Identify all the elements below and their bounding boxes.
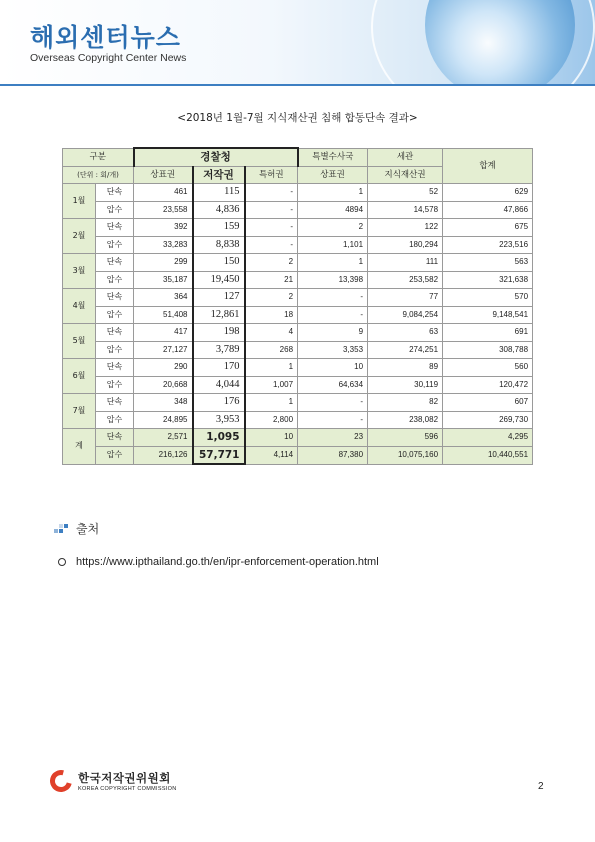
table-row <box>63 394 533 412</box>
header-trademark: 상표권 <box>134 166 193 184</box>
month-label: 3월 <box>63 254 96 289</box>
cell-trademark: 216,126 <box>134 446 193 464</box>
cell-total: 563 <box>443 254 533 272</box>
table-row <box>63 359 533 377</box>
header-total: 합계 <box>443 148 533 184</box>
cell-total: 269,730 <box>443 411 533 429</box>
row-kind: 압수 <box>96 306 134 324</box>
cell-trademark: 35,187 <box>134 271 193 289</box>
cell-copyright: 3,953 <box>193 411 245 429</box>
cell-customs-ip: 111 <box>368 254 443 272</box>
table-row <box>63 271 533 289</box>
cell-copyright: 198 <box>193 324 245 342</box>
cell-dsi-trademark: 9 <box>298 324 368 342</box>
cell-trademark: 51,408 <box>134 306 193 324</box>
table-row <box>63 184 533 202</box>
row-kind: 단속 <box>96 394 134 412</box>
row-kind: 단속 <box>96 429 134 447</box>
table-row <box>63 254 533 272</box>
cell-copyright: 4,836 <box>193 201 245 219</box>
kcc-logo-icon <box>46 766 76 796</box>
cell-total: 321,638 <box>443 271 533 289</box>
page-number: 2 <box>538 781 544 792</box>
cell-customs-ip: 77 <box>368 289 443 307</box>
header-patent: 특허권 <box>245 166 298 184</box>
cell-trademark: 364 <box>134 289 193 307</box>
table-row <box>63 236 533 254</box>
cell-customs-ip: 596 <box>368 429 443 447</box>
cell-customs-ip: 52 <box>368 184 443 202</box>
org-name-korean: 한국저작권위원회 <box>78 771 171 785</box>
table-row <box>63 376 533 394</box>
cell-patent: 4,114 <box>245 446 298 464</box>
enforcement-results-table <box>62 147 533 465</box>
cell-dsi-trademark: 4894 <box>298 201 368 219</box>
table-row <box>63 446 533 464</box>
cell-dsi-trademark: - <box>298 411 368 429</box>
source-heading <box>54 520 99 537</box>
row-kind: 압수 <box>96 411 134 429</box>
total-label: 계 <box>63 429 96 465</box>
month-label: 7월 <box>63 394 96 429</box>
cell-dsi-trademark: 87,380 <box>298 446 368 464</box>
cell-trademark: 2,571 <box>134 429 193 447</box>
newsletter-subtitle: Overseas Copyright Center News <box>30 52 187 64</box>
row-kind: 단속 <box>96 219 134 237</box>
cell-trademark: 299 <box>134 254 193 272</box>
table-row <box>63 341 533 359</box>
cell-dsi-trademark: 1,101 <box>298 236 368 254</box>
cell-customs-ip: 63 <box>368 324 443 342</box>
cell-total: 675 <box>443 219 533 237</box>
cell-copyright: 115 <box>193 184 245 202</box>
row-kind: 압수 <box>96 376 134 394</box>
cell-trademark: 290 <box>134 359 193 377</box>
header-police: 경찰청 <box>134 148 298 166</box>
cell-copyright: 4,044 <box>193 376 245 394</box>
month-label: 1월 <box>63 184 96 219</box>
row-kind: 단속 <box>96 184 134 202</box>
header-copyright: 저작권 <box>193 166 245 184</box>
cell-trademark: 417 <box>134 324 193 342</box>
organization-logo <box>50 770 176 792</box>
bullet-squares-icon <box>54 524 68 534</box>
row-kind: 단속 <box>96 359 134 377</box>
cell-customs-ip: 89 <box>368 359 443 377</box>
cell-patent: 4 <box>245 324 298 342</box>
table-row <box>63 324 533 342</box>
row-kind: 압수 <box>96 236 134 254</box>
row-kind: 압수 <box>96 201 134 219</box>
cell-patent: - <box>245 219 298 237</box>
row-kind: 단속 <box>96 289 134 307</box>
globe-graphic <box>425 0 575 86</box>
cell-trademark: 20,668 <box>134 376 193 394</box>
cell-trademark: 33,283 <box>134 236 193 254</box>
cell-customs-ip: 10,075,160 <box>368 446 443 464</box>
header-category: 구분 <box>63 148 134 166</box>
org-name-english: KOREA COPYRIGHT COMMISSION <box>78 786 177 792</box>
cell-trademark: 23,558 <box>134 201 193 219</box>
cell-dsi-trademark: 2 <box>298 219 368 237</box>
cell-patent: - <box>245 184 298 202</box>
cell-patent: 268 <box>245 341 298 359</box>
cell-customs-ip: 238,082 <box>368 411 443 429</box>
table-row <box>63 306 533 324</box>
header-dsi-trademark: 상표권 <box>298 166 368 184</box>
source-item <box>58 556 379 568</box>
cell-customs-ip: 82 <box>368 394 443 412</box>
cell-patent: 21 <box>245 271 298 289</box>
cell-copyright: 170 <box>193 359 245 377</box>
source-heading-label: 출처 <box>76 522 100 536</box>
row-kind: 압수 <box>96 446 134 464</box>
month-label: 6월 <box>63 359 96 394</box>
cell-copyright: 127 <box>193 289 245 307</box>
cell-copyright: 19,450 <box>193 271 245 289</box>
header-dsi: 특별수사국 <box>298 148 368 166</box>
cell-copyright: 176 <box>193 394 245 412</box>
month-label: 2월 <box>63 219 96 254</box>
cell-copyright: 8,838 <box>193 236 245 254</box>
cell-customs-ip: 180,294 <box>368 236 443 254</box>
newsletter-title: 해외센터뉴스 <box>30 23 181 52</box>
header-customs: 세관 <box>368 148 443 166</box>
cell-patent: 2,800 <box>245 411 298 429</box>
cell-customs-ip: 30,119 <box>368 376 443 394</box>
cell-dsi-trademark: 23 <box>298 429 368 447</box>
cell-total: 560 <box>443 359 533 377</box>
cell-patent: 2 <box>245 254 298 272</box>
cell-customs-ip: 14,578 <box>368 201 443 219</box>
cell-customs-ip: 253,582 <box>368 271 443 289</box>
cell-trademark: 461 <box>134 184 193 202</box>
cell-patent: - <box>245 236 298 254</box>
cell-customs-ip: 274,251 <box>368 341 443 359</box>
month-label: 5월 <box>63 324 96 359</box>
row-kind: 압수 <box>96 271 134 289</box>
circle-bullet-icon <box>58 558 66 566</box>
row-kind: 압수 <box>96 341 134 359</box>
cell-patent: 1 <box>245 359 298 377</box>
cell-copyright: 150 <box>193 254 245 272</box>
cell-copyright: 159 <box>193 219 245 237</box>
cell-patent: - <box>245 201 298 219</box>
document-title: <2018년 1월-7월 지식재산권 침해 합동단속 결과> <box>177 112 418 124</box>
cell-patent: 10 <box>245 429 298 447</box>
cell-dsi-trademark: 1 <box>298 254 368 272</box>
header-divider <box>0 84 595 86</box>
table-row <box>63 289 533 307</box>
cell-trademark: 24,895 <box>134 411 193 429</box>
cell-dsi-trademark: - <box>298 289 368 307</box>
month-label: 4월 <box>63 289 96 324</box>
cell-dsi-trademark: 1 <box>298 184 368 202</box>
cell-total: 607 <box>443 394 533 412</box>
cell-copyright: 57,771 <box>193 446 245 464</box>
cell-dsi-trademark: 10 <box>298 359 368 377</box>
row-kind: 단속 <box>96 254 134 272</box>
cell-trademark: 348 <box>134 394 193 412</box>
header-unit: (단위 : 회/개) <box>63 166 134 184</box>
cell-copyright: 12,861 <box>193 306 245 324</box>
cell-dsi-trademark: - <box>298 394 368 412</box>
cell-total: 691 <box>443 324 533 342</box>
source-link[interactable]: https://www.ipthailand.go.th/en/ipr-enforcement-operation.html <box>76 556 379 568</box>
cell-customs-ip: 9,084,254 <box>368 306 443 324</box>
cell-dsi-trademark: - <box>298 306 368 324</box>
cell-total: 10,440,551 <box>443 446 533 464</box>
cell-total: 629 <box>443 184 533 202</box>
header-customs-ip: 지식재산권 <box>368 166 443 184</box>
page-header-banner <box>0 0 595 86</box>
cell-dsi-trademark: 13,398 <box>298 271 368 289</box>
cell-copyright: 3,789 <box>193 341 245 359</box>
cell-dsi-trademark: 3,353 <box>298 341 368 359</box>
cell-patent: 1 <box>245 394 298 412</box>
table-row <box>63 219 533 237</box>
cell-total: 4,295 <box>443 429 533 447</box>
cell-total: 9,148,541 <box>443 306 533 324</box>
cell-patent: 1,007 <box>245 376 298 394</box>
table-row <box>63 201 533 219</box>
cell-patent: 2 <box>245 289 298 307</box>
cell-copyright: 1,095 <box>193 429 245 447</box>
table-row <box>63 411 533 429</box>
cell-patent: 18 <box>245 306 298 324</box>
cell-total: 570 <box>443 289 533 307</box>
cell-trademark: 392 <box>134 219 193 237</box>
cell-customs-ip: 122 <box>368 219 443 237</box>
row-kind: 단속 <box>96 324 134 342</box>
cell-total: 47,866 <box>443 201 533 219</box>
cell-total: 223,516 <box>443 236 533 254</box>
cell-trademark: 27,127 <box>134 341 193 359</box>
table-row <box>63 429 533 447</box>
cell-total: 308,788 <box>443 341 533 359</box>
cell-dsi-trademark: 64,634 <box>298 376 368 394</box>
cell-total: 120,472 <box>443 376 533 394</box>
